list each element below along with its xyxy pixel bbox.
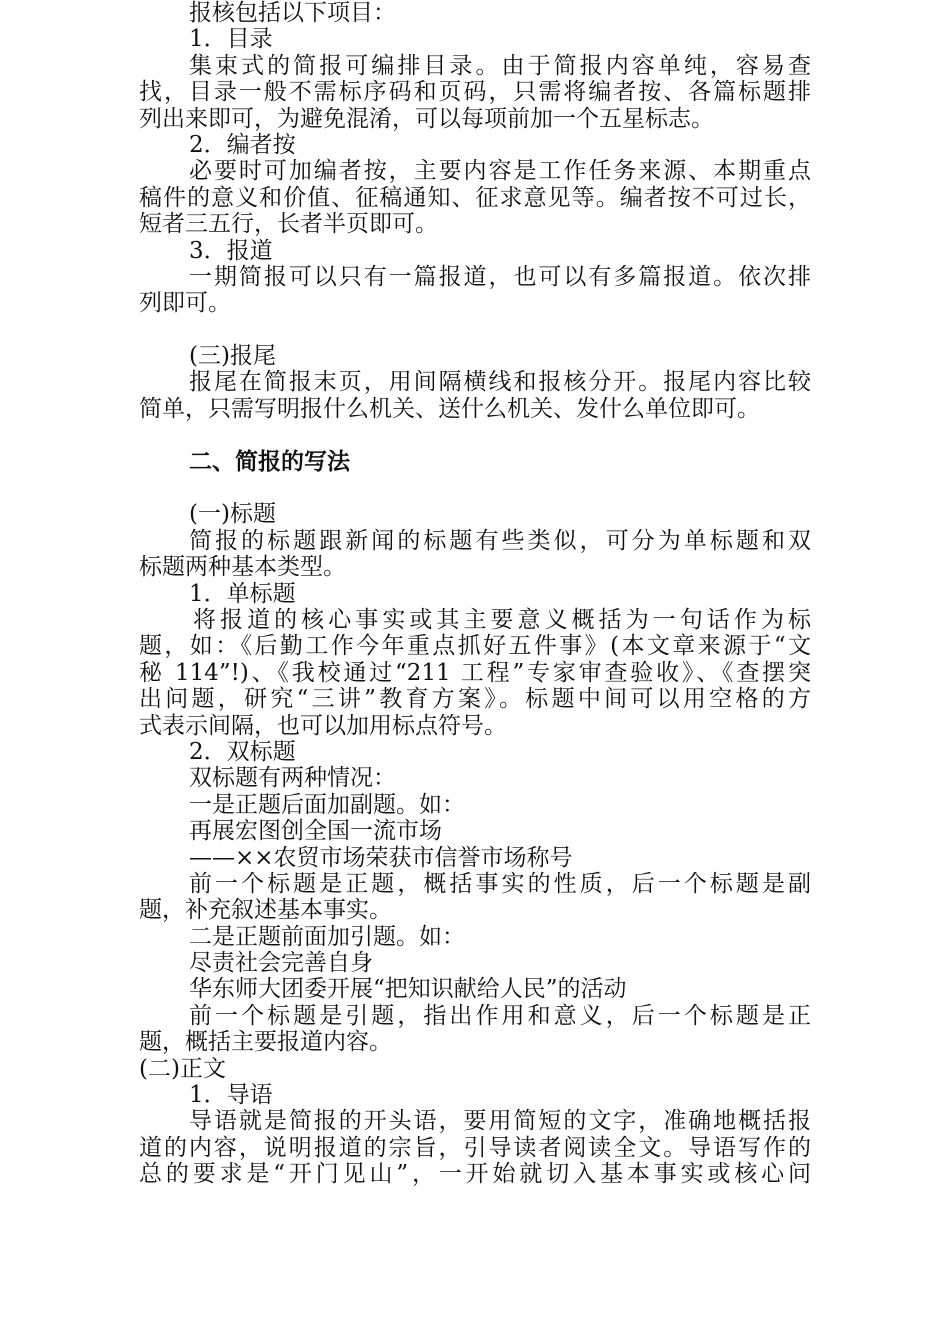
list-item-heading: 1．导语 — [189, 1082, 273, 1109]
list-item-heading: 1．单标题 — [189, 580, 296, 607]
text-line: 一是正题后面加副题。如： — [189, 791, 465, 818]
text-line: 列出来即可，为避免混淆，可以每项前加一个五星标志。 — [139, 105, 714, 132]
text-line: 简报的标题跟新闻的标题有些类似，可分为单标题和双 — [189, 527, 811, 554]
list-item-heading: 1．目录 — [189, 26, 273, 53]
text-line: 集束式的简报可编排目录。由于简报内容单纯，容易查 — [189, 52, 811, 79]
text-line: 出问题，研究“三讲”教育方案》。标题中间可以用空格的方 — [139, 686, 811, 713]
list-item-heading: 2．双标题 — [189, 738, 296, 765]
document-page — [139, 0, 811, 1188]
text-line: 前一个标题是正题，概括事实的性质，后一个标题是副 — [189, 870, 811, 897]
example-title: 再展宏图创全国一流市场 — [189, 818, 442, 845]
paragraph-gap — [139, 475, 811, 501]
text-line: 标题两种基本类型。 — [139, 554, 346, 581]
text-line: 短者三五行，长者半页即可。 — [139, 211, 438, 238]
text-line: 秘 114”!)、《我校通过“211 工程”专家审查验收》、《查摆突 — [139, 659, 811, 686]
text-line: 题，概括主要报道内容。 — [139, 1029, 392, 1056]
example-title: 华东师大团委开展“把知识献给人民”的活动 — [189, 976, 627, 1003]
text-line: 报核包括以下项目： — [189, 0, 396, 26]
text-line: 题，如：《后勤工作今年重点抓好五件事》(本文章来源于“文 — [139, 633, 811, 660]
text-line: 找，目录一般不需标序码和页码，只需将编者按、各篇标题排 — [139, 79, 811, 106]
section-heading: (一)标题 — [189, 501, 276, 528]
text-line: 导语就是简报的开头语，要用简短的文字，准确地概括报 — [189, 1108, 811, 1135]
section-heading: (二)正文 — [139, 1055, 226, 1082]
chapter-heading: 二、简报的写法 — [189, 447, 350, 475]
text-line: 总的要求是“开门见山”，一开始就切入基本事实或核心问 — [139, 1161, 811, 1188]
text-line: 将报道的核心事实或其主要意义概括为一句话作为标 — [193, 606, 811, 633]
text-line: 式表示间隔，也可以加用标点符号。 — [139, 712, 507, 739]
text-line: 道的内容，说明报道的宗旨，引导读者阅读全文。导语写作的 — [139, 1134, 811, 1161]
paragraph-gap — [139, 422, 811, 448]
text-line: 二是正题前面加引题。如： — [189, 923, 465, 950]
example-subtitle: ——××农贸市场荣获市信誉市场称号 — [189, 844, 573, 871]
text-line: 简单，只需写明报什么机关、送什么机关、发什么单位即可。 — [139, 395, 760, 422]
text-line: 前一个标题是引题，指出作用和意义，后一个标题是正 — [189, 1002, 811, 1029]
example-lead-title: 尽责社会完善自身 — [189, 950, 373, 977]
text-line: 必要时可加编者按，主要内容是工作任务来源、本期重点 — [189, 158, 811, 185]
text-line: 题，补充叙述基本事实。 — [139, 897, 392, 924]
text-line: 一期简报可以只有一篇报道，也可以有多篇报道。依次排 — [189, 263, 811, 290]
section-heading: (三)报尾 — [189, 343, 276, 370]
list-item-heading: 2．编者按 — [189, 131, 296, 158]
text-line: 报尾在简报末页，用间隔横线和报核分开。报尾内容比较 — [189, 369, 811, 396]
list-item-heading: 3．报道 — [189, 237, 273, 264]
text-line: 稿件的意义和价值、征稿通知、征求意见等。编者按不可过长， — [139, 184, 811, 211]
text-line: 双标题有两种情况： — [189, 765, 396, 792]
paragraph-gap — [139, 317, 811, 343]
text-line: 列即可。 — [139, 290, 231, 317]
